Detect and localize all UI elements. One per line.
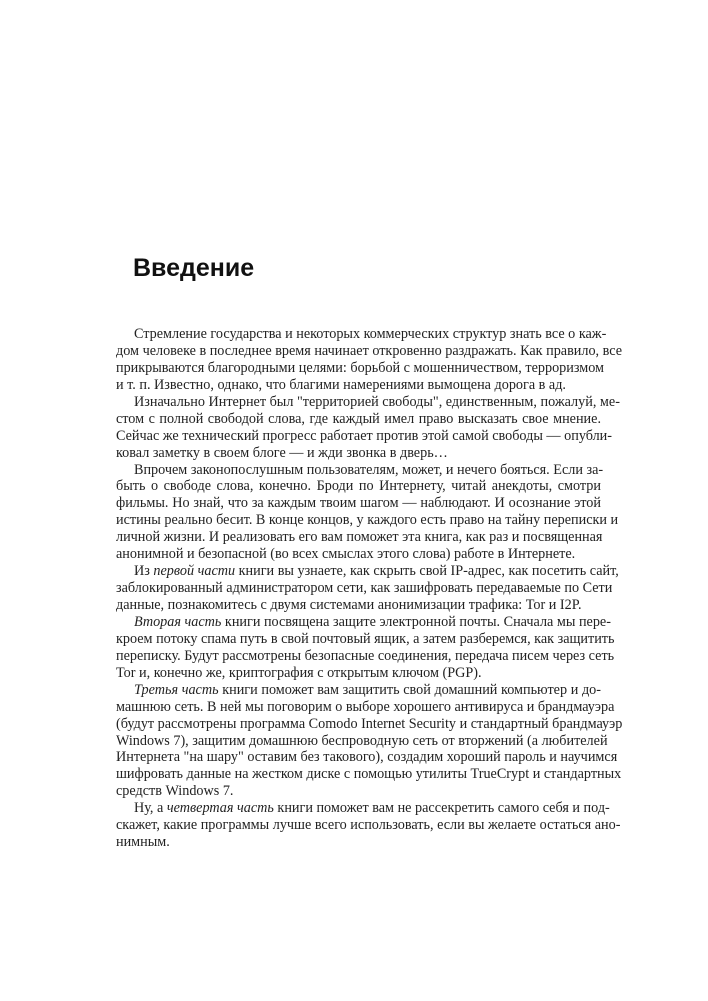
text-run: данные, познакомитесь с двумя системами анонимизации трафика: Tor и I2P. [116,597,582,613]
text-line [116,529,601,546]
text-line [116,495,601,512]
text-run: книги вы узнаете, как скрыть свой IP-адрес, как посетить сайт, [235,563,619,580]
text-line [116,512,619,529]
text-run: истины реально бесит. В конце концов, у каждого есть право на тайну переписки и [116,512,619,529]
paragraph [116,800,621,851]
text-line [116,749,618,766]
text-line [116,732,608,750]
text-line [116,563,619,580]
text-line [116,665,601,682]
text-line [116,766,622,783]
text-run: ковал заметку в своем блоге — и жди звонка в дверь… [116,444,448,461]
text-run: и т. п. Известно, однако, что благими намерениями вымощена дорога в ад. [116,376,566,393]
text-line [116,682,601,699]
paragraph [116,326,623,394]
emphasis-text: Третья часть [134,681,219,698]
text-line [116,445,601,462]
text-run: Сейчас же технический прогресс работает против этой самой свободы — опубли- [116,427,613,444]
text-line [116,630,615,648]
text-line [116,715,623,733]
text-line [116,580,613,597]
text-run: дом человеке в последнее время начинает откровенно раздражать. Как правило, все [116,342,623,359]
text-line [116,393,620,411]
text-line [116,817,621,834]
text-line [116,326,607,343]
text-run: Ну, а [134,800,167,817]
text-run: переписку. Будут рассмотрены безопасные соединения, передача писем через сеть [116,647,615,664]
text-run: прикрываются благородными целями: борьбой с мошенничеством, терроризмом [116,359,605,376]
text-run: средств Windows 7. [116,783,234,800]
text-run: скажет, какие программы лучше всего использовать, если вы желаете остаться ано- [116,817,621,834]
text-run: заблокированный администратором сети, как зашифровать передаваемые по Сети [116,580,613,597]
text-run: шифровать данные на жестком диске с помощью утилиты TrueCrypt и стандартных [116,766,622,783]
text-line [116,377,601,394]
text-line [116,359,605,377]
text-line [116,834,601,851]
text-line [116,427,613,445]
text-run: Впрочем законопослушным пользователям, может, и нечего бояться. Если за- [134,461,604,478]
paragraph [116,613,615,682]
text-run: фильмы. Но знай, что за каждым твоим шагом — наблюдают. И осознание этой [116,495,601,512]
chapter-title: Введение [133,254,255,282]
text-run: Стремление государства и некоторых коммерческих структур знать все о каж- [134,326,607,342]
text-run: кроем потоку спама путь в свой почтовый ящик, а затем разберемся, как защитить [116,630,615,647]
text-run: книги посвящена защите электронной почты. Сначала мы пере- [221,613,611,630]
text-run: быть о свободе слова, конечно. Броди по Интернету, читай анекдоты, смотри [116,478,601,495]
text-run: стом с полной свободой слова, где каждый имел право высказать свое мнение. [116,410,601,427]
paragraph [116,393,620,462]
text-run: машнюю сеть. В ней мы поговорим о выборе хорошего антивируса и брандмауэра [116,698,615,715]
text-run: нимным. [116,834,170,851]
text-line [116,800,610,817]
text-line [116,613,611,631]
text-line [116,783,601,800]
text-run: анонимной и безопасной (во всех смыслах этого слова) работе в Интернете. [116,546,576,563]
text-run: Из [134,563,154,580]
paragraph [116,681,623,801]
text-line [116,698,615,716]
text-line [116,478,601,495]
emphasis-text: четвертая часть [166,800,274,817]
emphasis-text: первой части [153,563,236,580]
text-line [116,411,601,428]
paragraph [116,461,619,564]
text-run: Изначально Интернет был "территорией свободы", единственным, пожалуй, ме- [134,393,620,410]
text-run: Tor и, конечно же, криптография с открытым ключом (PGP). [116,664,482,681]
paragraph [116,563,619,614]
text-run: личной жизни. И реализовать его вам поможет эта книга, как раз и посвященная [116,529,603,546]
text-run: книги поможет вам защитить свой домашний компьютер и до- [218,681,601,698]
text-run: Интернета "на шару" оставим без такового), создадим хороший пароль и научимся [116,749,618,766]
emphasis-text: Вторая часть [134,613,222,630]
text-line [116,597,601,614]
text-run: книги поможет вам не рассекретить самого себя и под- [273,800,610,817]
text-line [116,647,615,665]
chapter-body [116,326,623,851]
text-line [116,546,601,563]
text-line [116,461,604,479]
text-run: Windows 7), защитим домашнюю беспроводную сеть от вторжений (а любителей [116,732,608,749]
text-line [116,342,623,360]
text-run: (будут рассмотрены программа Comodo Internet Security и стандартный брандмауэр [116,715,623,732]
